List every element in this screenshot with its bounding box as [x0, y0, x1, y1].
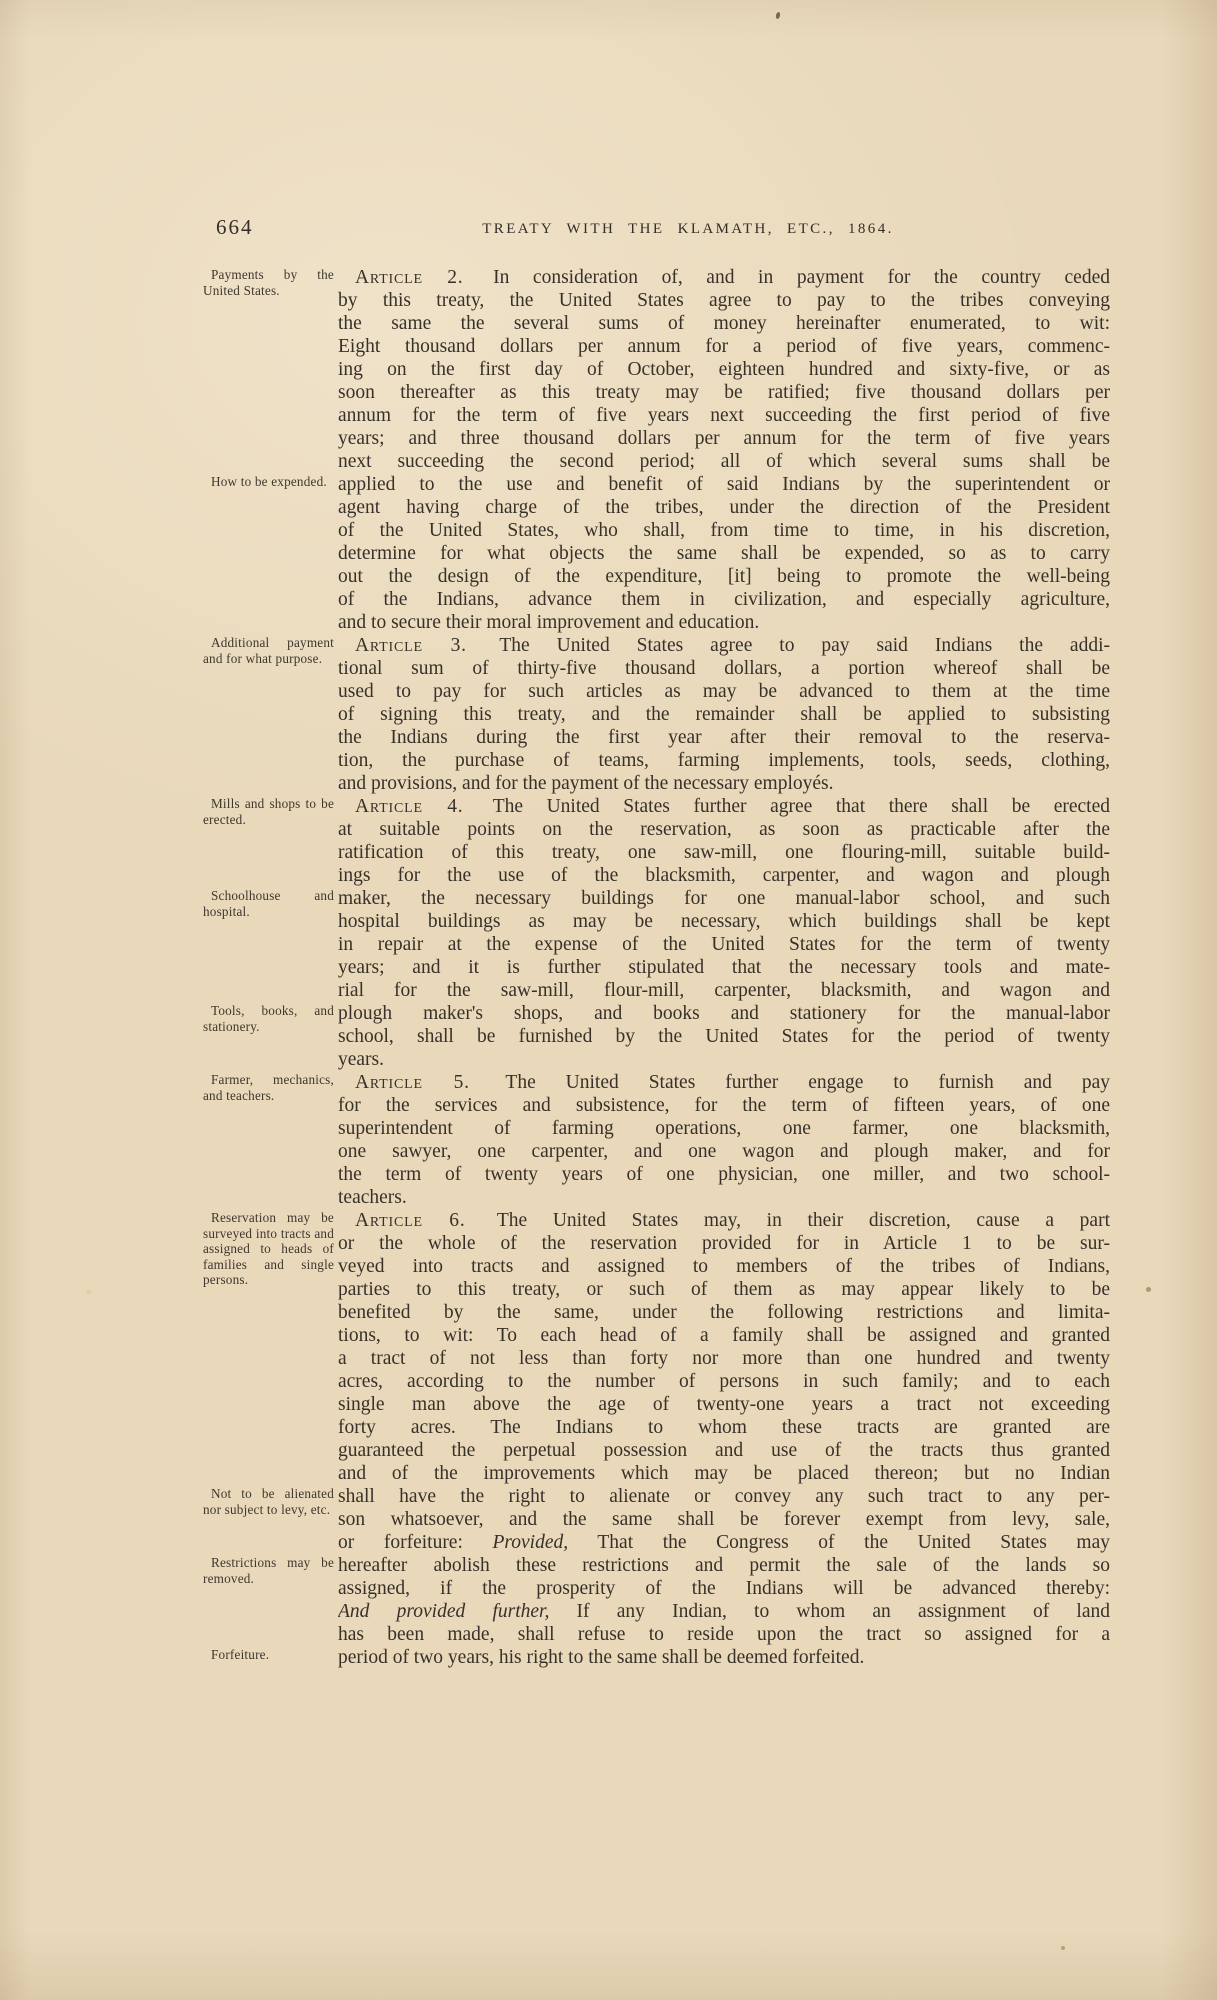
paper-speck: [1061, 1946, 1065, 1950]
body-line: rial for the saw-mill, flour-mill, carpenter, blacksmith, and wagon and: [338, 980, 1110, 1001]
body-line: by this treaty, the United States agree to pay to the tribes conveying: [338, 290, 1110, 311]
body-line: out the design of the expenditure, [it] being to promote the well-being: [338, 566, 1110, 587]
body-line: applied to the use and benefit of said Indians by the superintendent or: [338, 474, 1110, 495]
running-title: TREATY WITH THE KLAMATH, ETC., 1864.: [482, 221, 894, 237]
body-line: Article 3. The United States agree to pay said Indians the addi-: [355, 635, 1110, 656]
article-label: Article 2.: [355, 267, 464, 288]
margin-note: Reservation may be surveyed into tracts and assigned to heads of families and single persons.: [203, 1210, 334, 1287]
body-line: Article 4. The United States further agree that there shall be erected: [355, 796, 1110, 817]
body-line: And provided further, If any Indian, to whom an assignment of land: [338, 1601, 1110, 1622]
body-line: ing on the first day of October, eighteen hundred and sixty-five, or as: [338, 359, 1110, 380]
body-line: acres, according to the number of persons in such family; and to each: [338, 1371, 1110, 1392]
body-line: years; and it is further stipulated that the necessary tools and mate-: [338, 957, 1110, 978]
body-line: superintendent of farming operations, one farmer, one blacksmith,: [338, 1118, 1110, 1139]
paper-speck: [775, 12, 781, 20]
body-line: agent having charge of the tribes, under the direction of the President: [338, 497, 1110, 518]
body-line: used to pay for such articles as may be advanced to them at the time: [338, 681, 1110, 702]
margin-note: Mills and shops to be erected.: [203, 796, 334, 827]
body-line: Article 5. The United States further engage to furnish and pay: [355, 1072, 1110, 1093]
body-line: annum for the term of five years next succeeding the first period of five: [338, 405, 1110, 426]
body-line: determine for what objects the same shall be expended, so as to carry: [338, 543, 1110, 564]
body-line: plough maker's shops, and books and stationery for the manual-labor: [338, 1003, 1110, 1024]
body-line: Article 2. In consideration of, and in payment for the country ceded: [355, 267, 1110, 288]
body-line: assigned, if the prosperity of the Indians will be advanced thereby:: [338, 1578, 1110, 1599]
body-line: years; and three thousand dollars per annum for the term of five years: [338, 428, 1110, 449]
body-line: years.: [338, 1049, 385, 1070]
article-label: Article 5.: [355, 1072, 470, 1093]
body-line: school, shall be furnished by the United States for the period of twenty: [338, 1026, 1110, 1047]
article-label: Article 3.: [355, 635, 467, 656]
body-line: Article 6. The United States may, in their discretion, cause a part: [355, 1210, 1110, 1231]
body-line: at suitable points on the reservation, as soon as practicable after the: [338, 819, 1110, 840]
margin-note: Payments by the United States.: [203, 267, 334, 298]
body-line: shall have the right to alienate or convey any such tract to any per-: [338, 1486, 1110, 1507]
margin-note: Not to be alienated nor subject to levy, etc.: [203, 1486, 334, 1517]
body-line: and to secure their moral improvement and education.: [338, 612, 760, 633]
margin-note: Forfeiture.: [211, 1647, 270, 1662]
page-number: 664: [216, 215, 254, 239]
body-line: teachers.: [338, 1187, 407, 1208]
body-line: forty acres. The Indians to whom these tracts are granted are: [338, 1417, 1110, 1438]
margin-note: Farmer, mechanics, and teachers.: [203, 1072, 334, 1103]
margin-note: Tools, books, and stationery.: [203, 1003, 334, 1034]
body-line: single man above the age of twenty-one years a tract not exceeding: [338, 1394, 1110, 1415]
treaty-body: [338, 266, 1110, 1669]
margin-note: Additional payment and for what purpose.: [203, 635, 334, 666]
body-line: benefited by the same, under the following restrictions and limita-: [338, 1302, 1110, 1323]
article-label: Article 4.: [355, 796, 464, 817]
body-line: of the Indians, advance them in civilization, and especially agriculture,: [338, 589, 1110, 610]
body-line: parties to this treaty, or such of them as may appear likely to be: [338, 1279, 1110, 1300]
body-line: hospital buildings as may be necessary, which buildings shall be kept: [338, 911, 1110, 932]
body-line: the same the several sums of money hereinafter enumerated, to wit:: [338, 313, 1110, 334]
body-line: has been made, shall refuse to reside upon the tract so assigned for a: [338, 1624, 1110, 1645]
body-line: son whatsoever, and the same shall be forever exempt from levy, sale,: [338, 1509, 1110, 1530]
body-line: hereafter abolish these restrictions and permit the sale of the lands so: [338, 1555, 1110, 1576]
body-line: tions, to wit: To each head of a family shall be assigned and granted: [338, 1325, 1110, 1346]
body-line: guaranteed the perpetual possession and use of the tracts thus granted: [338, 1440, 1110, 1461]
margin-note: How to be expended.: [211, 474, 327, 489]
body-line: period of two years, his right to the same shall be deemed forfeited.: [338, 1647, 865, 1668]
article-label: Article 6.: [355, 1210, 466, 1231]
body-line: ratification of this treaty, one saw-mill, one flouring-mill, suitable build-: [338, 842, 1110, 863]
paper-speck: [1146, 1287, 1151, 1292]
body-line: the Indians during the first year after their removal to the reserva-: [338, 727, 1110, 748]
margin-note: Schoolhouse and hospital.: [203, 888, 334, 919]
body-line: veyed into tracts and assigned to members of the tribes of Indians,: [338, 1256, 1110, 1277]
body-line: tion, the purchase of teams, farming implements, tools, seeds, clothing,: [338, 750, 1110, 771]
body-line: or the whole of the reservation provided for in Article 1 to be sur-: [338, 1233, 1110, 1254]
body-line: or forfeiture: Provided, That the Congress of the United States may: [338, 1532, 1110, 1553]
body-line: of the United States, who shall, from time to time, in his discretion,: [338, 520, 1110, 541]
body-line: in repair at the expense of the United States for the term of twenty: [338, 934, 1110, 955]
body-line: Eight thousand dollars per annum for a period of five years, commenc-: [338, 336, 1110, 357]
body-line: a tract of not less than forty nor more than one hundred and twenty: [338, 1348, 1110, 1369]
body-line: maker, the necessary buildings for one manual-labor school, and such: [338, 888, 1110, 909]
body-line: and provisions, and for the payment of the necessary employés.: [338, 773, 834, 794]
body-line: one sawyer, one carpenter, and one wagon and plough maker, and for: [338, 1141, 1110, 1162]
body-line: soon thereafter as this treaty may be ratified; five thousand dollars per: [338, 382, 1110, 403]
paper-speck: [86, 1290, 92, 1294]
margin-note: Restrictions may be removed.: [203, 1555, 334, 1586]
body-line: and of the improvements which may be placed thereon; but no Indian: [338, 1463, 1110, 1484]
body-line: next succeeding the second period; all of which several sums shall be: [338, 451, 1110, 472]
body-line: ings for the use of the blacksmith, carpenter, and wagon and plough: [338, 865, 1110, 886]
body-line: tional sum of thirty-five thousand dollars, a portion whereof shall be: [338, 658, 1110, 679]
body-line: the term of twenty years of one physician, one miller, and two school-: [338, 1164, 1110, 1185]
body-line: of signing this treaty, and the remainder shall be applied to subsisting: [338, 704, 1110, 725]
body-line: for the services and subsistence, for the term of fifteen years, of one: [338, 1095, 1110, 1116]
